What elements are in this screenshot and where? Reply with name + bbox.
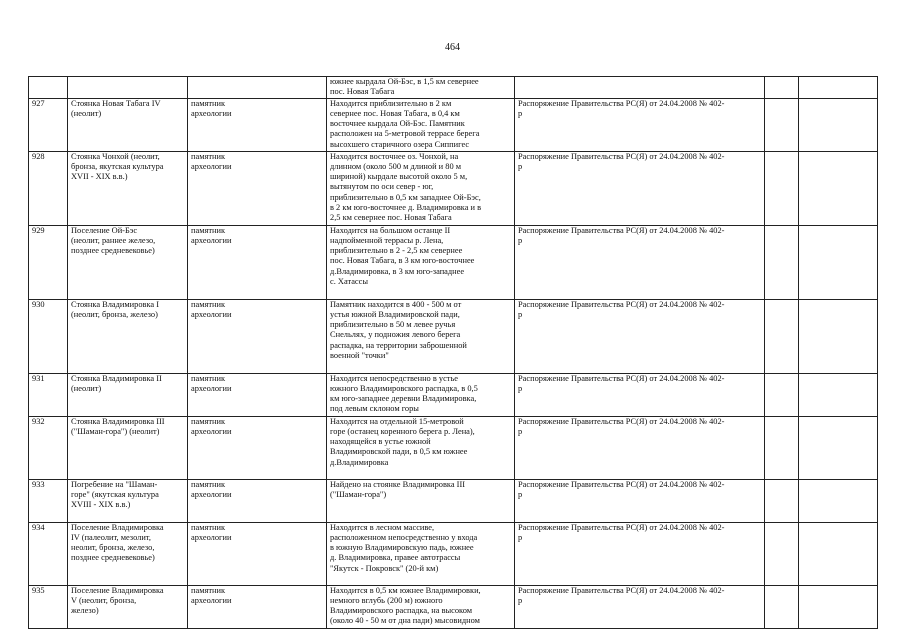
monument-type-line: памятник: [191, 151, 226, 161]
monument-name-line: горе" (якутская культура: [71, 489, 159, 499]
monument-location-line: устья южной Владимировской пади,: [330, 309, 460, 319]
monument-type: [188, 151, 327, 225]
legal-document: [515, 299, 765, 373]
empty-cell: [799, 479, 878, 522]
row-number: 927: [29, 98, 68, 151]
monument-location-line: Находится на большом останце II: [330, 225, 451, 235]
legal-document-line: р: [518, 532, 523, 542]
monument-location-line: приблизительно в 2 - 2,5 км севернее: [330, 246, 463, 256]
empty-cell: [765, 585, 799, 628]
monument-name-line: (неолит, раннее железо,: [71, 235, 156, 245]
monument-location-line: севернее пос. Новая Табага, в 0,4 км: [330, 108, 460, 118]
monument-name-line: неолит, бронза, железо,: [71, 543, 155, 553]
monument-name: [68, 151, 188, 225]
monument-name-line: XVIII - XIX в.в.): [71, 500, 131, 510]
monument-location-line: 2,5 км севернее пос. Новая Табага: [330, 213, 452, 223]
monument-location-line: Находится непосредственно в устье: [330, 373, 458, 383]
monument-name-line: ("Шаман-гора") (неолит): [71, 426, 160, 436]
empty-cell: [799, 77, 878, 99]
monument-location: [327, 225, 515, 299]
monument-type: [188, 522, 327, 585]
monument-location: [327, 299, 515, 373]
empty-cell: [799, 373, 878, 416]
monument-name-line: Стоянка Владимировка I: [71, 299, 160, 309]
monument-type-line: памятник: [191, 479, 226, 489]
monument-name: [68, 299, 188, 373]
table-row: [29, 77, 878, 99]
monument-name: [68, 585, 188, 628]
legal-document-line: р: [518, 161, 523, 171]
monument-location-line: д.Владимировка: [330, 457, 389, 467]
row-number: [29, 77, 68, 99]
monument-location-line: (около 40 - 50 м от дна пади) мысовидном: [330, 616, 480, 626]
monument-location-line: немного вглубь (200 м) южного: [330, 595, 443, 605]
table-row: [29, 225, 878, 299]
monument-name-line: Стоянка Владимировка III: [71, 416, 165, 426]
legal-document-line: Распоряжение Правительства РС(Я) от 24.04.2008 № 402-: [518, 373, 725, 383]
empty-cell: [799, 585, 878, 628]
monument-location-line: шириной) кырдале высотой около 5 м,: [330, 172, 468, 182]
legal-document-line: Распоряжение Правительства РС(Я) от 24.04.2008 № 402-: [518, 299, 725, 309]
monument-type: [188, 585, 327, 628]
legal-document: [515, 77, 765, 99]
monument-name-line: Поселение Владимировка: [71, 522, 164, 532]
monument-location: [327, 522, 515, 585]
monument-location-line: расположен на 5-метровой террасе берега: [330, 129, 480, 139]
empty-cell: [765, 98, 799, 151]
legal-document: [515, 522, 765, 585]
row-number: 929: [29, 225, 68, 299]
monument-name-line: бронза, якутская культура: [71, 161, 164, 171]
monument-type-line: археологии: [191, 532, 232, 542]
empty-cell: [765, 77, 799, 99]
legal-document-line: Распоряжение Правительства РС(Я) от 24.04.2008 № 402-: [518, 585, 725, 595]
monument-type-line: памятник: [191, 585, 226, 595]
monument-location: [327, 151, 515, 225]
monument-name-line: XVII - XIX в.в.): [71, 172, 128, 182]
monument-location-line: Находится восточнее оз. Чонхой, на: [330, 151, 459, 161]
legal-document: [515, 585, 765, 628]
legal-document: [515, 373, 765, 416]
monument-location-line: приблизительно в 50 м левее ручья: [330, 320, 456, 330]
monument-location-line: в 2 км юго-восточнее д. Владимировка и в: [330, 203, 482, 213]
monument-type-line: памятник: [191, 522, 226, 532]
table-row: [29, 522, 878, 585]
monument-name-line: Поселение Ой-Бэс: [71, 225, 138, 235]
monument-location: [327, 98, 515, 151]
monument-name: [68, 479, 188, 522]
monument-location-line: Памятник находится в 400 - 500 м от: [330, 299, 462, 309]
monument-type-line: археологии: [191, 309, 232, 319]
monument-location-line: приблизительно в 0,5 км западнее Ой-Бэс,: [330, 192, 481, 202]
monument-type-line: памятник: [191, 416, 226, 426]
monument-location-line: ("Шаман-гора"): [330, 489, 387, 499]
table-row: [29, 479, 878, 522]
monument-name-line: Стоянка Новая Табага IV: [71, 98, 161, 108]
monument-location-line: расположенном непосредственно у входа: [330, 532, 478, 542]
monument-name-line: Стоянка Чонхой (неолит,: [71, 151, 160, 161]
legal-document-line: р: [518, 309, 523, 319]
monument-type-line: археологии: [191, 235, 232, 245]
monument-type-line: археологии: [191, 426, 232, 436]
monument-location-line: Находится приблизительно в 2 км: [330, 98, 452, 108]
monument-location-line: км юго-западнее деревни Владимировка,: [330, 394, 477, 404]
monument-type-line: памятник: [191, 373, 226, 383]
empty-cell: [765, 299, 799, 373]
table-row: [29, 416, 878, 479]
monument-name-line: V (неолит, бронза,: [71, 595, 137, 605]
monument-name: [68, 98, 188, 151]
monument-name-line: (неолит): [71, 383, 102, 393]
monument-name-line: IV (палеолит, мезолит,: [71, 532, 151, 542]
legal-document: [515, 98, 765, 151]
monument-location-line: "Якутск - Покровск" (20-й км): [330, 563, 439, 573]
monument-name-line: позднее средневековье): [71, 246, 155, 256]
monument-location-line: с. Хатассы: [330, 277, 368, 287]
monument-name-line: железо): [71, 606, 99, 616]
monument-type-line: археологии: [191, 489, 232, 499]
monument-type-line: памятник: [191, 225, 226, 235]
monument-location-line: высохшего старичного озера Сиппигес: [330, 139, 470, 149]
empty-cell: [765, 373, 799, 416]
monument-type-line: археологии: [191, 383, 232, 393]
row-number: 931: [29, 373, 68, 416]
table-row: [29, 585, 878, 628]
empty-cell: [765, 522, 799, 585]
monument-type: [188, 77, 327, 99]
monument-location-line: Найдено на стоянке Владимировка III: [330, 479, 466, 489]
legal-document: [515, 416, 765, 479]
monument-location-line: Находится в 0,5 км южнее Владимировки,: [330, 585, 481, 595]
empty-cell: [765, 225, 799, 299]
heritage-registry-table: [28, 76, 878, 629]
page-number: 464: [445, 42, 460, 53]
table-body: [29, 77, 878, 629]
legal-document-line: Распоряжение Правительства РС(Я) от 24.04.2008 № 402-: [518, 225, 725, 235]
legal-document: [515, 151, 765, 225]
legal-document: [515, 479, 765, 522]
monument-location-line: находящейся в устье южной: [330, 437, 431, 447]
monument-type-line: археологии: [191, 595, 232, 605]
monument-name-line: Поселение Владимировка: [71, 585, 164, 595]
row-number: 932: [29, 416, 68, 479]
monument-location-line: горе (останец коренного берега р. Лена),: [330, 426, 475, 436]
legal-document-line: Распоряжение Правительства РС(Я) от 24.04.2008 № 402-: [518, 98, 725, 108]
monument-location: [327, 373, 515, 416]
monument-type-line: археологии: [191, 161, 232, 171]
monument-location-line: длинном (около 500 м длиной и 80 м: [330, 161, 462, 171]
monument-location-line: вытянутом по оси север - юг,: [330, 182, 434, 192]
monument-name-line: Стоянка Владимировка II: [71, 373, 162, 383]
row-number: 928: [29, 151, 68, 225]
empty-cell: [799, 522, 878, 585]
legal-document-line: р: [518, 235, 523, 245]
table-row: [29, 373, 878, 416]
monument-type: [188, 373, 327, 416]
monument-location-line: Владимировской пади, в 0,5 км южнее: [330, 447, 468, 457]
empty-cell: [765, 151, 799, 225]
table-row: [29, 98, 878, 151]
empty-cell: [799, 98, 878, 151]
monument-type-line: памятник: [191, 299, 226, 309]
monument-location: [327, 479, 515, 522]
table-row: [29, 151, 878, 225]
monument-location-line: Находится в лесном массиве,: [330, 522, 435, 532]
legal-document-line: Распоряжение Правительства РС(Я) от 24.04.2008 № 402-: [518, 151, 725, 161]
row-number: 930: [29, 299, 68, 373]
legal-document: [515, 225, 765, 299]
monument-name: [68, 522, 188, 585]
monument-type: [188, 479, 327, 522]
legal-document-line: р: [518, 426, 523, 436]
legal-document-line: р: [518, 383, 523, 393]
legal-document-line: Распоряжение Правительства РС(Я) от 24.04.2008 № 402-: [518, 479, 725, 489]
monument-type: [188, 98, 327, 151]
monument-location: [327, 416, 515, 479]
monument-location-line: д.Владимировка, в 3 км юго-западнее: [330, 266, 465, 276]
monument-location-line: южнее кырдала Ой-Бэс, в 1,5 км севернее: [330, 77, 479, 86]
monument-name: [68, 416, 188, 479]
monument-name-line: Погребение на "Шаман-: [71, 479, 158, 489]
legal-document-line: Распоряжение Правительства РС(Я) от 24.04.2008 № 402-: [518, 522, 725, 532]
row-number: 933: [29, 479, 68, 522]
monument-name: [68, 225, 188, 299]
monument-name-line: (неолит, бронза, железо): [71, 309, 158, 319]
empty-cell: [765, 479, 799, 522]
monument-type-line: памятник: [191, 98, 226, 108]
monument-name: [68, 77, 188, 99]
monument-location-line: д. Владимировка, правее автотрассы: [330, 553, 461, 563]
monument-type: [188, 299, 327, 373]
monument-location-line: Владимировского распадка, на высоком: [330, 606, 473, 616]
monument-location-line: военной "точки": [330, 351, 389, 361]
monument-name-line: (неолит): [71, 108, 102, 118]
monument-location-line: восточнее кырдала Ой-Бэс. Памятник: [330, 119, 465, 129]
monument-location: [327, 585, 515, 628]
monument-location-line: пос. Новая Табага: [330, 87, 395, 97]
monument-name-line: позднее средневековье): [71, 553, 155, 563]
monument-location-line: Находится на отдельной 15-метровой: [330, 416, 464, 426]
monument-type: [188, 225, 327, 299]
legal-document-line: р: [518, 595, 523, 605]
monument-location: [327, 77, 515, 99]
table-row: [29, 299, 878, 373]
legal-document-line: р: [518, 108, 523, 118]
monument-type-line: археологии: [191, 108, 232, 118]
monument-name: [68, 373, 188, 416]
empty-cell: [765, 416, 799, 479]
monument-location-line: пос. Новая Табага, в 3 км юго-восточнее: [330, 256, 475, 266]
empty-cell: [799, 225, 878, 299]
empty-cell: [799, 416, 878, 479]
legal-document-line: р: [518, 489, 523, 499]
monument-location-line: распадка, на территории заброшенной: [330, 340, 467, 350]
monument-location-line: надпойменной террасы р. Лена,: [330, 235, 444, 245]
legal-document-line: Распоряжение Правительства РС(Я) от 24.04.2008 № 402-: [518, 416, 725, 426]
monument-location-line: в южную Владимировскую падь, южнее: [330, 543, 474, 553]
monument-location-line: южного Владимировского распадка, в 0,5: [330, 383, 478, 393]
row-number: 935: [29, 585, 68, 628]
row-number: 934: [29, 522, 68, 585]
monument-location-line: Снельлях, у подножия левого берега: [330, 330, 461, 340]
empty-cell: [799, 151, 878, 225]
monument-location-line: под левым склоном горы: [330, 404, 419, 414]
empty-cell: [799, 299, 878, 373]
monument-type: [188, 416, 327, 479]
